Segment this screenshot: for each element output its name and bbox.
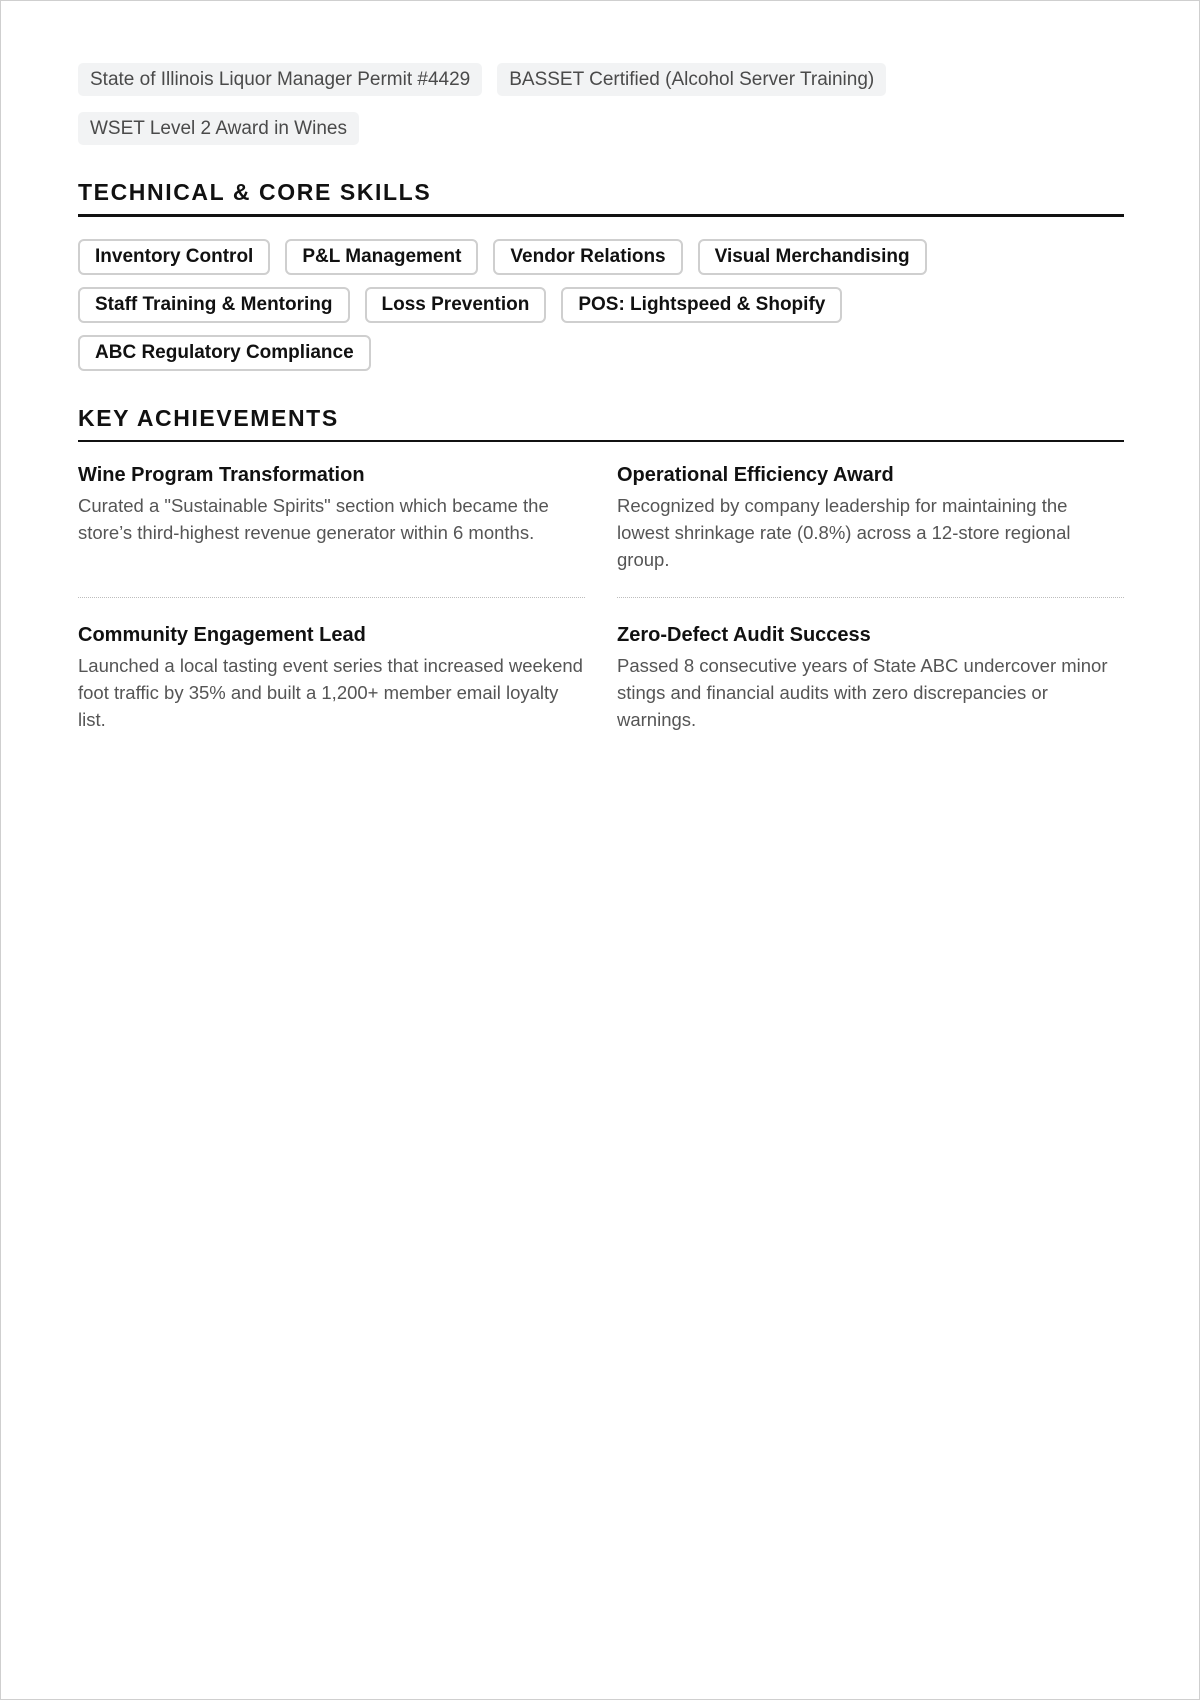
skill-tag: POS: Lightspeed & Shopify <box>561 287 842 323</box>
achievement-item <box>78 462 585 598</box>
achievements-heading: KEY ACHIEVEMENTS <box>78 404 1124 442</box>
achievements-section <box>78 404 1124 757</box>
certifications-list <box>78 63 1124 145</box>
achievement-description: Launched a local tasting event series that increased weekend foot traffic by 35% and built a 1,200+ member email loyalty list. <box>78 655 583 730</box>
skill-tag: Staff Training & Mentoring <box>78 287 350 323</box>
skill-tag: P&L Management <box>285 239 478 275</box>
skills-heading: TECHNICAL & CORE SKILLS <box>78 178 1124 217</box>
resume-content <box>78 63 1124 757</box>
certification-tag: WSET Level 2 Award in Wines <box>78 112 359 145</box>
achievement-description: Passed 8 consecutive years of State ABC undercover minor stings and financial audits with zero discrepancies or warnings. <box>617 655 1108 730</box>
skills-list <box>78 239 1124 371</box>
achievement-title: Wine Program Transformation <box>78 464 365 486</box>
achievement-title: Zero-Defect Audit Success <box>617 624 871 646</box>
achievements-grid <box>78 462 1124 757</box>
achievement-item <box>78 598 585 757</box>
achievement-description: Recognized by company leadership for maintaining the lowest shrinkage rate (0.8%) across a 12-store regional group. <box>617 495 1071 570</box>
skill-tag: Visual Merchandising <box>698 239 927 275</box>
skill-tag: ABC Regulatory Compliance <box>78 335 371 371</box>
certification-tag: State of Illinois Liquor Manager Permit #4429 <box>78 63 482 96</box>
skill-tag: Vendor Relations <box>493 239 682 275</box>
achievement-description: Curated a "Sustainable Spirits" section which became the store’s third-highest revenue generator within 6 months. <box>78 495 549 543</box>
skill-tag: Inventory Control <box>78 239 270 275</box>
achievement-title: Community Engagement Lead <box>78 624 366 646</box>
achievement-item <box>617 598 1124 757</box>
achievement-item <box>617 462 1124 598</box>
skill-tag: Loss Prevention <box>365 287 547 323</box>
skills-section <box>78 178 1124 371</box>
certification-tag: BASSET Certified (Alcohol Server Training) <box>497 63 886 96</box>
achievement-title: Operational Efficiency Award <box>617 464 894 486</box>
